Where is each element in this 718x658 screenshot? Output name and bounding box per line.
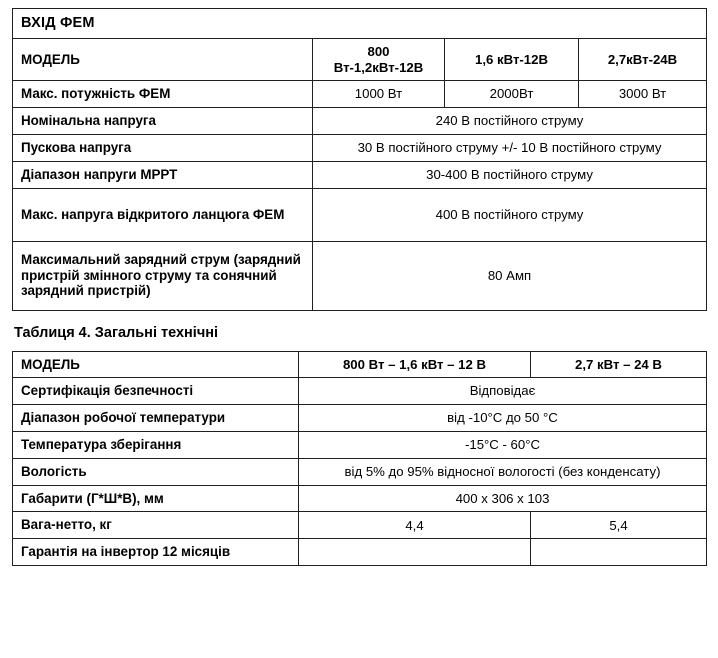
- table-row: [13, 458, 707, 485]
- row-label-open-circuit-voltage: Макс. напруга відкритого ланцюга ФЕМ: [13, 188, 313, 241]
- table-row: [13, 512, 707, 539]
- table2-header-col1: 800 Вт – 1,6 кВт – 12 В: [299, 351, 531, 378]
- row-label-humidity: Вологість: [13, 458, 299, 485]
- row-value-dimensions: 400 x 306 x 103: [299, 485, 707, 512]
- table1-header-col2: 1,6 кВт-12В: [445, 39, 579, 81]
- row-value-net-weight-col1: 4,4: [299, 512, 531, 539]
- row-value-pv-max-power-col3: 3000 Вт: [579, 81, 707, 108]
- table-row: [13, 39, 707, 81]
- table-row: [13, 188, 707, 241]
- table-row: [13, 351, 707, 378]
- row-label-storage-temp: Температура зберігання: [13, 431, 299, 458]
- table1-header-label: МОДЕЛЬ: [13, 39, 313, 81]
- table2-header-label: МОДЕЛЬ: [13, 351, 299, 378]
- table-row: [13, 161, 707, 188]
- row-value-storage-temp: -15°C - 60°C: [299, 431, 707, 458]
- row-value-operating-temp: від -10°C до 50 °C: [299, 405, 707, 432]
- row-value-mppt-range: 30-400 В постійного струму: [313, 161, 707, 188]
- table-row: [13, 108, 707, 135]
- section-title-general-specs: Таблиця 4. Загальні технічні: [14, 324, 219, 341]
- table-row: [13, 9, 707, 39]
- row-label-mppt-range: Діапазон напруги МРРТ: [13, 161, 313, 188]
- table-row: [13, 81, 707, 108]
- row-label-pv-max-power: Макс. потужність ФЕМ: [13, 81, 313, 108]
- table2-header-col2: 2,7 кВт – 24 В: [531, 351, 707, 378]
- row-label-safety-certification: Сертифікація безпечності: [13, 378, 299, 405]
- row-label-dimensions: Габарити (Г*Ш*В), мм: [13, 485, 299, 512]
- row-label-net-weight: Вага-нетто, кг: [13, 512, 299, 539]
- table-row: [13, 539, 707, 566]
- table-row: [13, 134, 707, 161]
- pv-input-table: [12, 8, 707, 311]
- table1-title: ВХІД ФЕМ: [13, 9, 707, 39]
- row-value-warranty-col2: [531, 539, 707, 566]
- table-row: [13, 241, 707, 310]
- row-value-humidity: від 5% до 95% відносної вологості (без конденсату): [299, 458, 707, 485]
- general-specs-table: [12, 351, 707, 567]
- table1-header-col1: 800 Вт-1,2кВт-12В: [313, 39, 445, 81]
- row-value-nominal-voltage: 240 В постійного струму: [313, 108, 707, 135]
- row-value-start-voltage: 30 В постійного струму +/- 10 В постійного струму: [313, 134, 707, 161]
- row-value-safety-certification: Відповідає: [299, 378, 707, 405]
- row-value-open-circuit-voltage: 400 В постійного струму: [313, 188, 707, 241]
- row-value-pv-max-power-col1: 1000 Вт: [313, 81, 445, 108]
- row-label-max-charge-current: Максимальний зарядний струм (зарядний пристрій змінного струму та сонячний зарядний пристрій): [13, 241, 313, 310]
- row-label-warranty: Гарантія на інвертор 12 місяців: [13, 539, 299, 566]
- table-row: [13, 378, 707, 405]
- table-row: [13, 431, 707, 458]
- row-value-pv-max-power-col2: 2000Вт: [445, 81, 579, 108]
- table-row: [13, 485, 707, 512]
- row-value-warranty-col1: [299, 539, 531, 566]
- table1-header-col3: 2,7кВт-24В: [579, 39, 707, 81]
- row-label-nominal-voltage: Номінальна напруга: [13, 108, 313, 135]
- table-row: [13, 405, 707, 432]
- row-value-net-weight-col2: 5,4: [531, 512, 707, 539]
- row-value-max-charge-current: 80 Амп: [313, 241, 707, 310]
- row-label-operating-temp: Діапазон робочої температури: [13, 405, 299, 432]
- row-label-start-voltage: Пускова напруга: [13, 134, 313, 161]
